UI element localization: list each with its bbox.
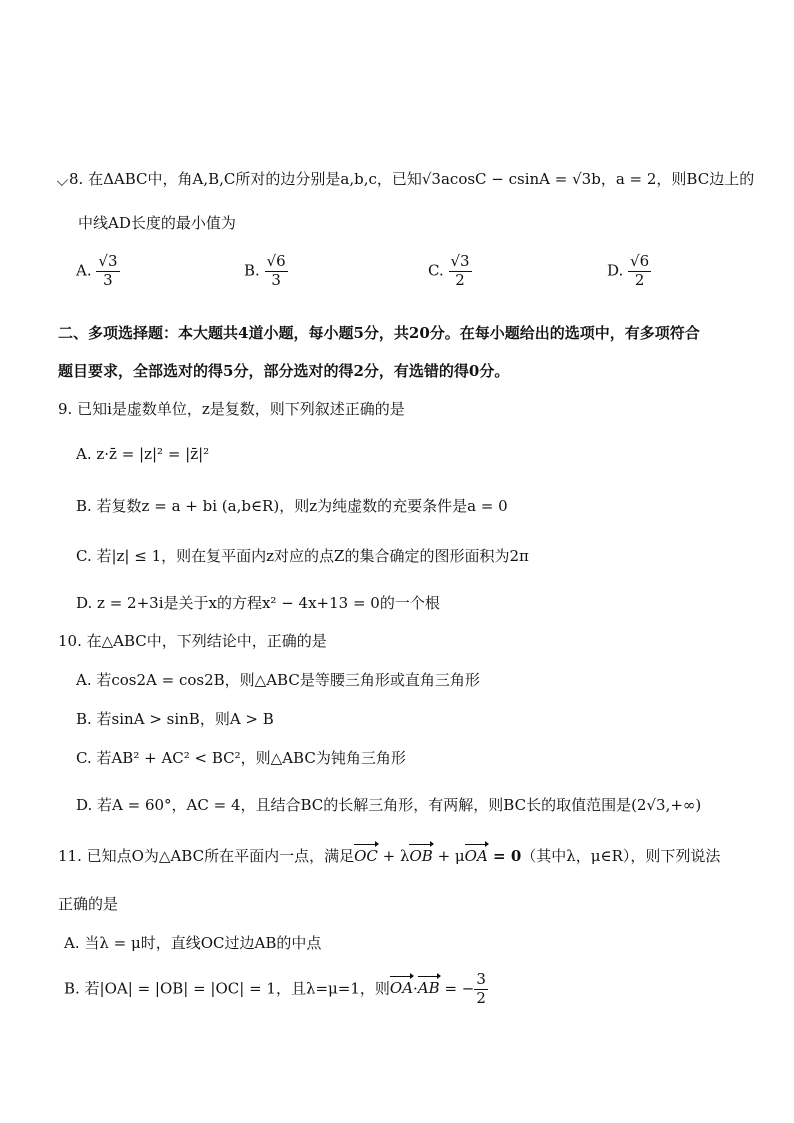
numerator: √3 [98,252,118,270]
fraction [474,972,488,1007]
option-label: C. [428,261,444,280]
q10-option-a: A. 若cos2A = cos2B，则△ABC是等腰三角形或直角三角形 [76,671,480,689]
vector-ob: OB [409,847,433,865]
numerator: √6 [266,252,286,270]
numerator: √6 [630,252,650,270]
plus-lambda: + λ [377,847,410,865]
vector-oc: OC [354,847,378,865]
q11-stem [58,845,720,866]
q10-option-b: B. 若sinA > sinB，则A > B [76,710,274,728]
q9-option-a: A. z·z̄ = |z|² = |z̄|² [76,445,210,463]
q11-option-b [64,972,488,1007]
denominator: 2 [455,270,465,289]
q9-option-c: C. 若|z| ≤ 1，则在复平面内z对应的点Z的集合确定的图形面积为2π [76,547,529,565]
vector-ab: AB [417,979,440,998]
fraction [96,254,119,289]
q8-line1 [58,168,754,189]
q9-stem: 9. 已知i是虚数单位，z是复数，则下列叙述正确的是 [58,400,405,418]
option-label: B. [244,261,260,280]
q8-line2: 中线AD长度的最小值为 [78,214,236,232]
q11-line2: 正确的是 [58,895,119,913]
q8-option-a [76,254,120,289]
vector-oa: OA [389,979,414,998]
q8-option-c [428,254,472,289]
denominator: 3 [271,270,281,289]
equals-minus: = − [439,979,475,998]
q9-option-b: B. 若复数z = a + bi (a,b∈R)，则z为纯虚数的充要条件是a = 0 [76,497,508,515]
denominator: 3 [103,270,113,289]
option-label: A. [76,261,92,280]
q8-option-d [607,254,651,289]
q9-option-d: D. z = 2+3i是关于x的方程x² − 4x+13 = 0的一个根 [76,594,440,612]
numerator: 3 [476,970,486,988]
q10-stem: 10. 在△ABC中，下列结论中，正确的是 [58,632,327,650]
q8-stem-text: 8. 在ΔABC中，角A,B,C所对的边分别是a,b,c，已知√3acosC − csinA = √3b，a = 2，则BC边上的 [69,170,755,188]
denominator: 2 [476,988,486,1007]
section2-line1: 二、多项选择题：本大题共4道小题，每小题5分，共20分。在每小题给出的选项中，有多项符合 [58,324,700,342]
q10-option-d: D. 若A = 60°，AC = 4，且结合BC的长解三角形，有两解，则BC长的取值范围是(2√3,+∞) [76,796,702,814]
option-label: D. [607,261,624,280]
check-mark-icon [57,175,68,186]
q10-option-c: C. 若AB² + AC² < BC²，则△ABC为钝角三角形 [76,749,406,767]
equals-zero: = 0 [487,847,522,865]
q11-option-a: A. 当λ = μ时，直线OC过边AB的中点 [64,934,322,952]
denominator: 2 [634,270,645,289]
section2-line2: 题目要求，全部选对的得5分，部分选对的得2分，有选错的得0分。 [58,362,510,380]
plus-mu: + μ [432,847,465,865]
q8-option-b [244,254,288,289]
fraction [265,254,288,289]
vector-oa: OA [464,847,488,865]
numerator: √3 [450,252,470,270]
q11-option-b-text: B. 若|OA| = |OB| = |OC| = 1，且λ=μ=1，则 [64,979,390,998]
dot-operator: · [413,979,418,998]
fraction [449,254,472,289]
q11-stem-pre: 11. 已知点O为△ABC所在平面内一点，满足 [58,847,355,865]
q11-stem-post: （其中λ，μ∈R），则下列说法 [521,847,721,865]
fraction [628,254,651,289]
